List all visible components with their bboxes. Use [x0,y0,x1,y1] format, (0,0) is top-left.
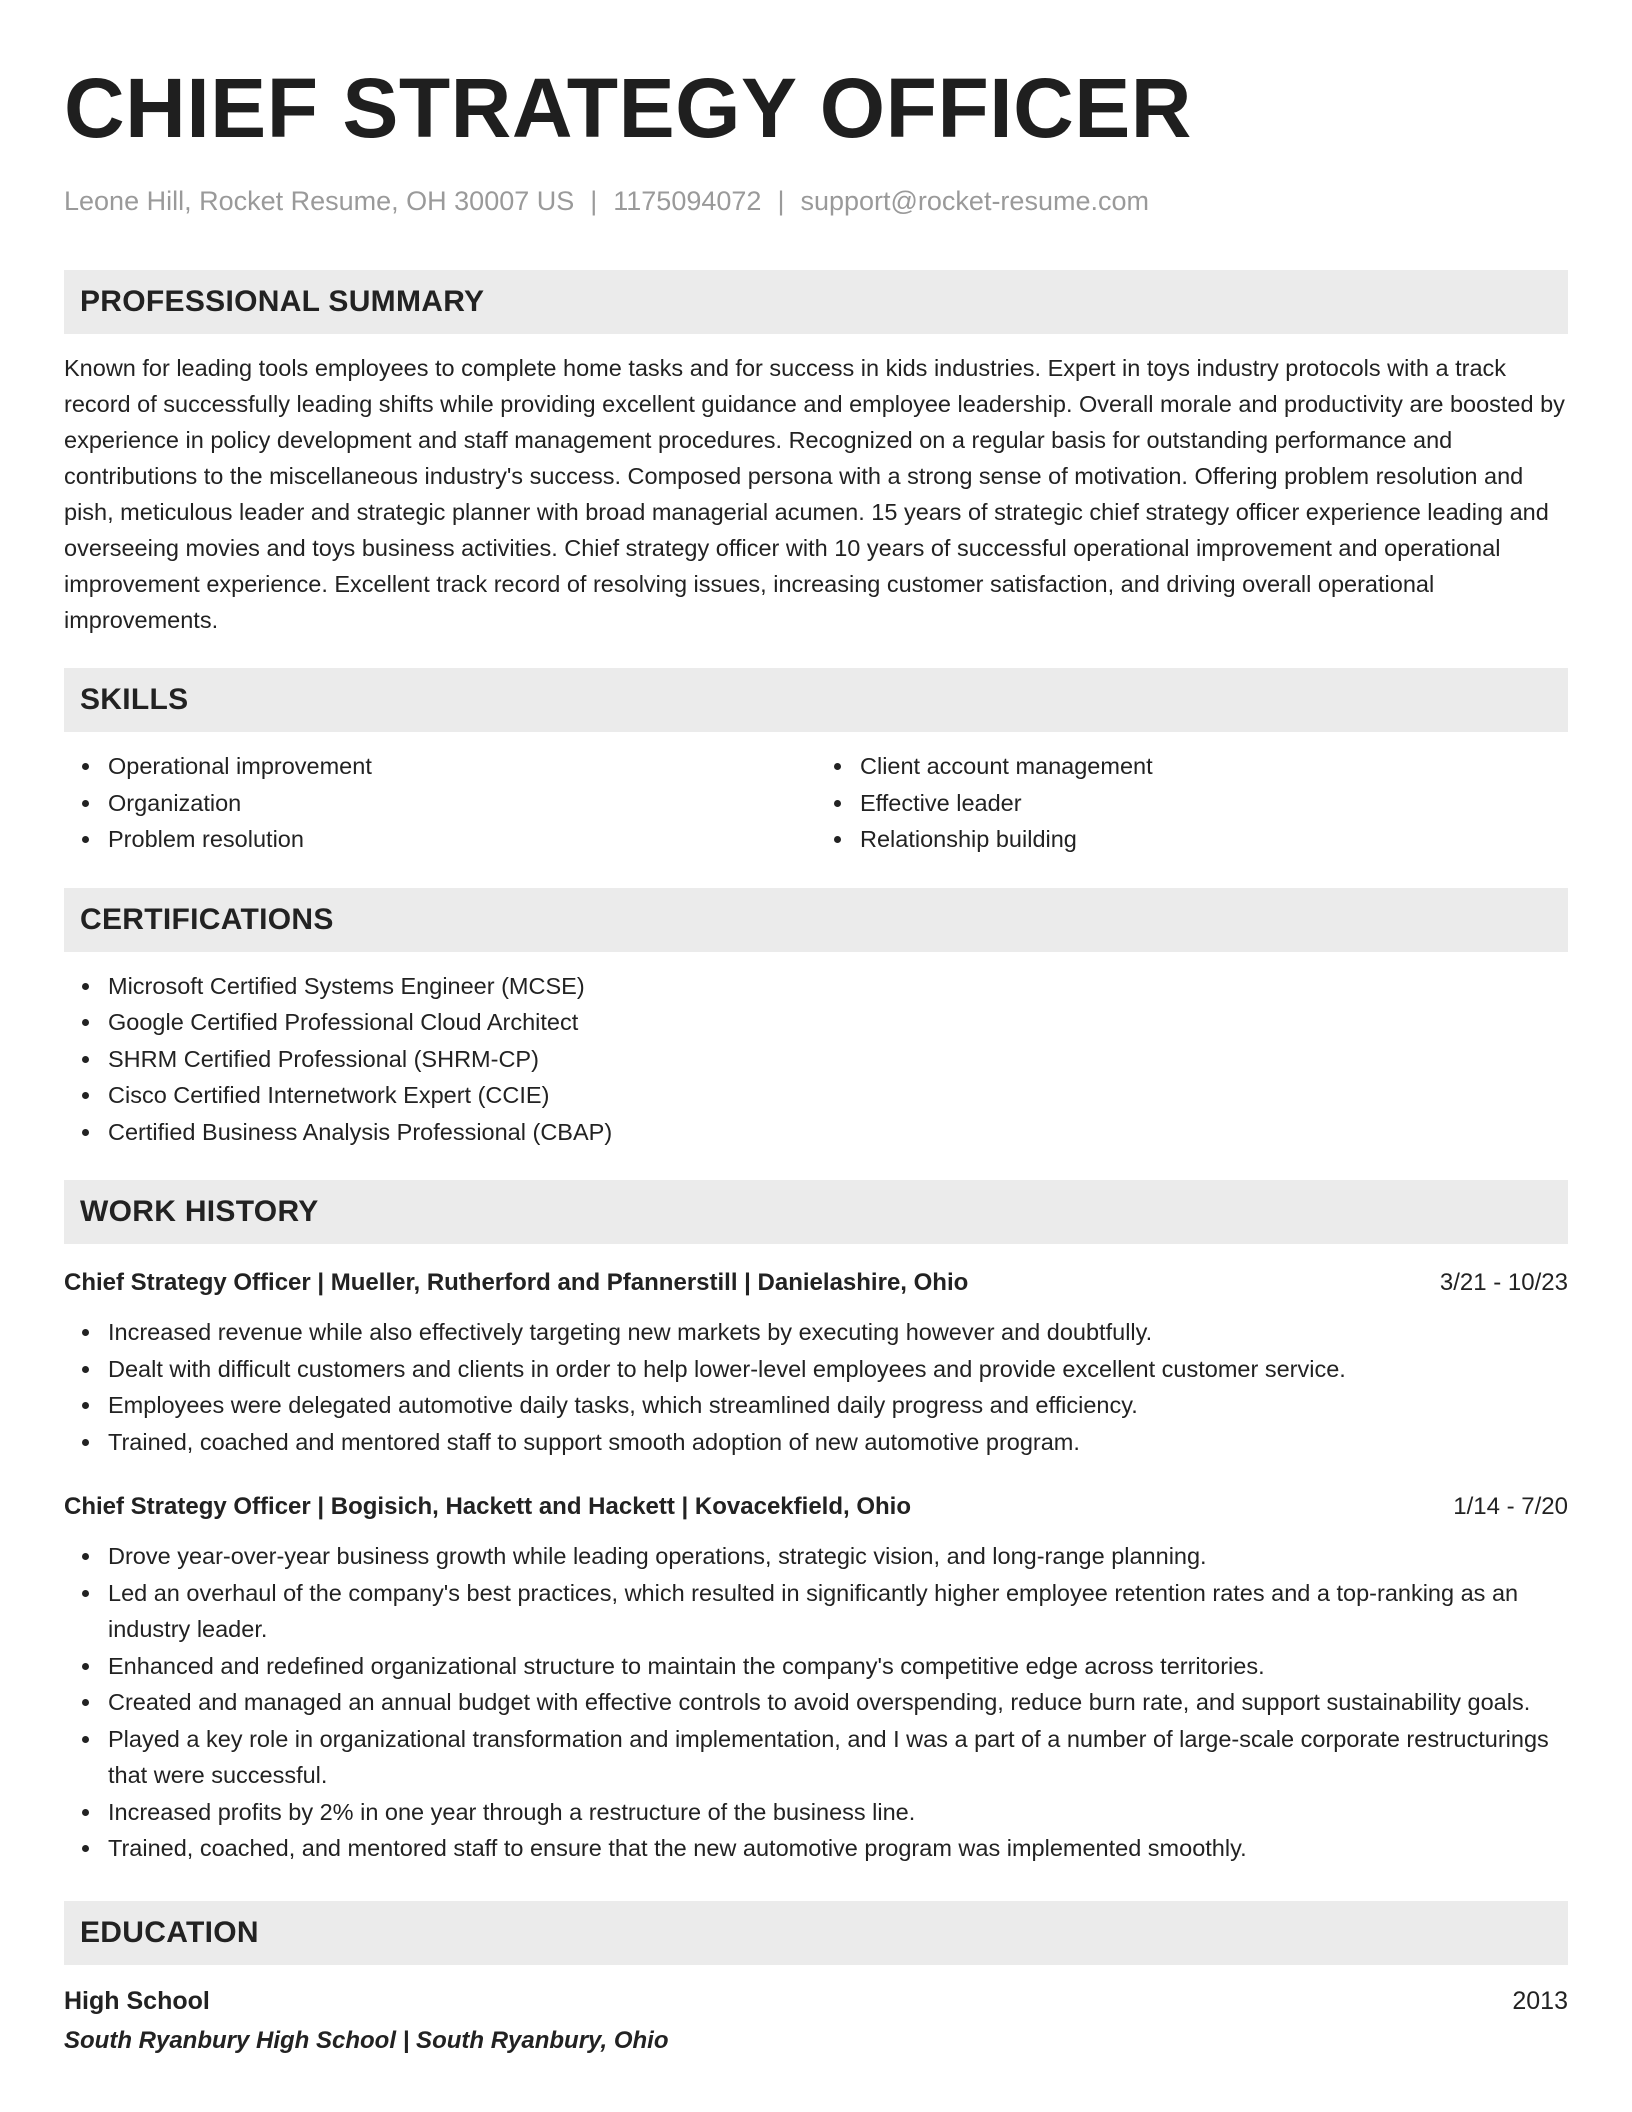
job-bullet: Increased revenue while also effectively targeting new markets by executing however and doubtfully. [108,1314,1568,1351]
certification-item: Cisco Certified Internetwork Expert (CCIE) [108,1077,1568,1114]
contact-separator: | [590,186,598,216]
contact-address: Leone Hill, Rocket Resume, OH 30007 US [64,186,575,216]
contact-separator: | [777,186,785,216]
job-bullet: Played a key role in organizational transformation and implementation, and I was a part of a number of large-scale corporate restructurings that were successful. [108,1721,1568,1794]
job-bullet: Trained, coached, and mentored staff to ensure that the new automotive program was implemented smoothly. [108,1830,1568,1867]
work-heading: WORK HISTORY [80,1195,319,1228]
contact-email: support@rocket-resume.com [800,186,1149,216]
contact-phone: 1175094072 [613,186,762,216]
summary-heading: PROFESSIONAL SUMMARY [80,285,485,318]
certifications-list [64,968,1568,1151]
job-bullet: Led an overhaul of the company's best practices, which resulted in significantly higher employee retention rates and a top-ranking as an industry leader. [108,1575,1568,1648]
education-section-header [64,1901,1568,1965]
certifications-heading: CERTIFICATIONS [80,902,334,936]
skill-item: Operational improvement [108,748,816,785]
job-bullet: Drove year-over-year business growth while leading operations, strategic vision, and long-range planning. [108,1538,1568,1575]
job-bullet: Enhanced and redefined organizational structure to maintain the company's competitive edge across territories. [108,1648,1568,1685]
job-bullet: Dealt with difficult customers and clients in order to help lower-level employees and provide excellent customer service. [108,1351,1568,1388]
certification-item: SHRM Certified Professional (SHRM-CP) [108,1041,1568,1078]
certification-item: Microsoft Certified Systems Engineer (MCSE) [108,968,1568,1005]
job-bullets [64,1314,1568,1460]
job-title: Chief Strategy Officer | Mueller, Rutherford and Pfannerstill | Danielashire, Ohio [64,1269,969,1296]
skills-list [64,748,1568,858]
skill-item: Relationship building [860,821,1568,858]
education-degree: High School [64,1986,210,2015]
job-bullet: Increased profits by 2% in one year through a restructure of the business line. [108,1794,1568,1831]
skill-item: Client account management [860,748,1568,785]
summary-section-header [64,270,1568,334]
job-header [64,1266,1568,1300]
work-section-header [64,1180,1568,1244]
skill-item: Organization [108,785,816,822]
job-dates: 3/21 - 10/23 [1439,1269,1568,1296]
skill-item: Effective leader [860,785,1568,822]
job-bullet: Employees were delegated automotive daily tasks, which streamlined daily progress and efficiency. [108,1387,1568,1424]
education-year: 2013 [1512,1986,1568,2015]
job-header [64,1490,1568,1524]
job-dates: 1/14 - 7/20 [1453,1493,1568,1520]
job-bullet: Created and managed an annual budget with effective controls to avoid overspending, reduce burn rate, and support sustainability goals. [108,1684,1568,1721]
certifications-section-header [64,888,1568,952]
certification-item: Certified Business Analysis Professional (CBAP) [108,1114,1568,1151]
job-bullet: Trained, coached and mentored staff to support smooth adoption of new automotive program. [108,1424,1568,1461]
skills-heading: SKILLS [80,683,189,716]
job-bullets [64,1538,1568,1867]
certification-item: Google Certified Professional Cloud Architect [108,1004,1568,1041]
skills-column-left [64,748,816,858]
skill-item: Problem resolution [108,821,816,858]
job-title: Chief Strategy Officer | Bogisich, Hackett and Hackett | Kovacekfield, Ohio [64,1493,911,1520]
resume-title: CHIEF STRATEGY OFFICER [64,61,1192,155]
education-heading: EDUCATION [80,1915,259,1949]
contact-line [64,184,1568,218]
education-header [64,1983,1568,2019]
summary-text: Known for leading tools employees to complete home tasks and for success in kids industries. Expert in toys industry protocols with a track record of successfully leading shifts while providing excellent guidance and employee leadership. Overall morale and productivity are boosted by experience in policy development and staff management procedures. Recognized on a regular basis for outstanding performance and contributions to the miscellaneous industry's success. Composed persona with a strong sense of motivation. Offering problem resolution and pish, meticulous leader and strategic planner with broad managerial acumen. 15 years of strategic chief strategy officer experience leading and overseeing movies and toys business activities. Chief strategy officer with 10 years of successful operational improvement and operational improvement experience. Excellent track record of resolving issues, increasing customer satisfaction, and driving overall operational improvements. [64,355,1565,633]
skills-column-right [816,748,1568,858]
skills-section-header [64,668,1568,732]
education-school: South Ryanbury High School | South Ryanbury, Ohio [64,2026,669,2054]
